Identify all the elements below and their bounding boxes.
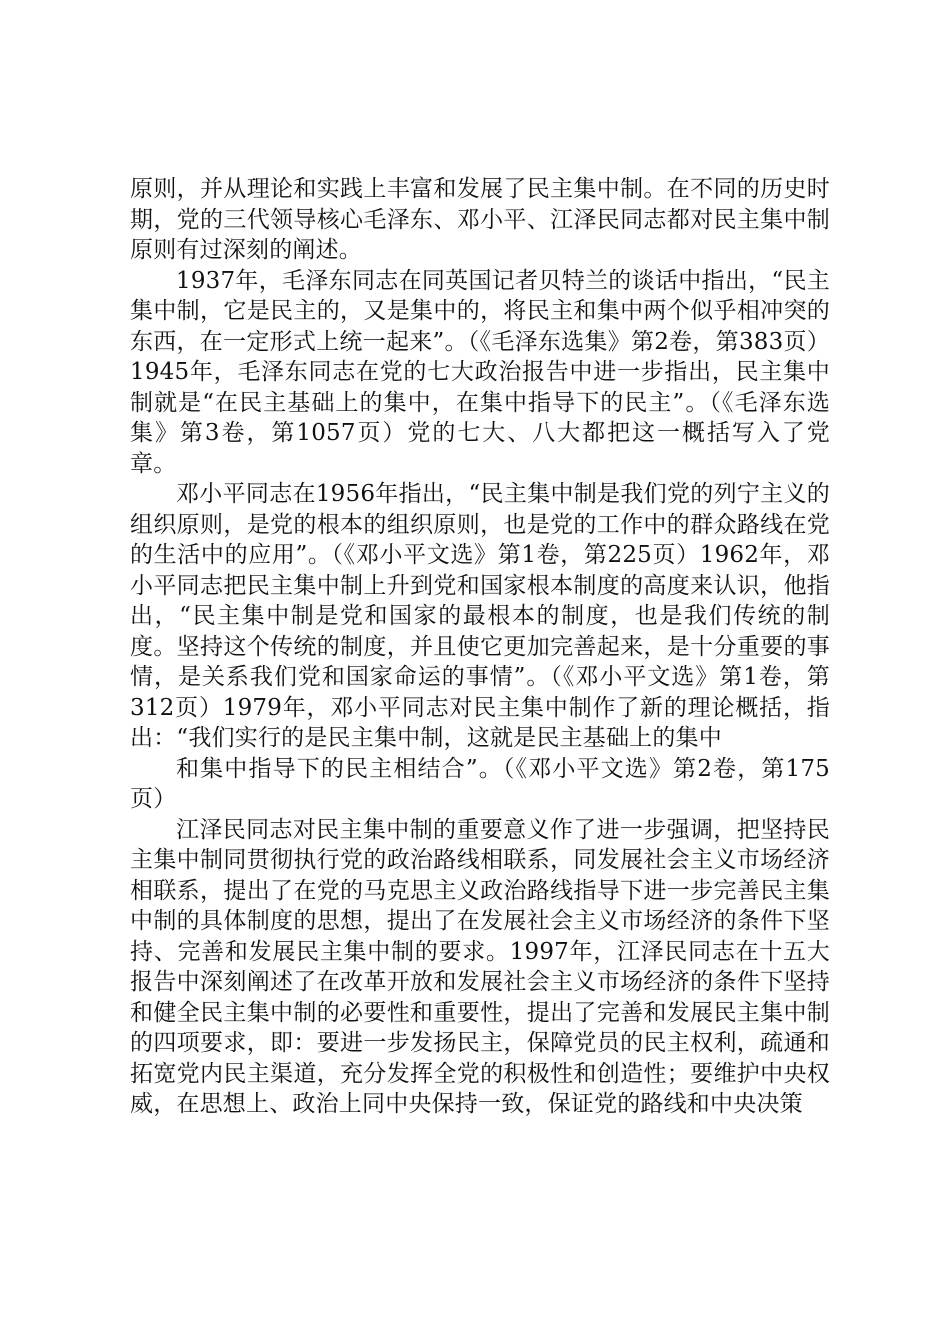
paragraph-4: 和集中指导下的民主相结合”。（《邓小平文选》第2卷，第175页）: [130, 755, 830, 812]
paragraph-2: 1937年，毛泽东同志在同英国记者贝特兰的谈话中指出，“民主集中制，它是民主的，又是集中的，将民主和集中两个似乎相冲突的东西，在一定形式上统一起来”。（《毛泽东选集》第2卷，第383页）1945年，毛泽东同志在党的七大政治报告中进一步指出，民主集中制就是“在民主基础上的集中，在集中指导下的民主”。（《毛泽东选集》第3卷，第1057页）党的七大、八大都把这一概括写入了党章。: [130, 267, 830, 477]
paragraph-5: 江泽民同志对民主集中制的重要意义作了进一步强调，把坚持民主集中制同贯彻执行党的政治路线相联系，同发展社会主义市场经济相联系，提出了在党的马克思主义政治路线指导下进一步完善民主集中制的具体制度的思想，提出了在发展社会主义市场经济的条件下坚持、完善和发展民主集中制的要求。1997年，江泽民同志在十五大报告中深刻阐述了在改革开放和发展社会主义市场经济的条件下坚持和健全民主集中制的必要性和重要性，提出了完善和发展民主集中制的四项要求，即：要进一步发扬民主，保障党员的民主权利，疏通和拓宽党内民主渠道，充分发挥全党的积极性和创造性；要维护中央权威，在思想上、政治上同中央保持一致，保证党的路线和中央决策: [130, 816, 830, 1117]
paragraph-1: 原则，并从理论和实践上丰富和发展了民主集中制。在不同的历史时期，党的三代领导核心毛泽东、邓小平、江泽民同志都对民主集中制原则有过深刻的阐述。: [130, 176, 830, 263]
document-body: [130, 174, 830, 1120]
paragraph-3: 邓小平同志在1956年指出，“民主集中制是我们党的列宁主义的组织原则，是党的根本的组织原则，也是党的工作中的群众路线在党的生活中的应用”。（《邓小平文选》第1卷，第225页）1962年，邓小平同志把民主集中制上升到党和国家根本制度的高度来认识，他指出，“民主集中制是党和国家的最根本的制度，也是我们传统的制度。坚持这个传统的制度，并且使它更加完善起来，是十分重要的事情，是关系我们党和国家命运的事情”。（《邓小平文选》第1卷，第312页）1979年，邓小平同志对民主集中制作了新的理论概括，指出：“我们实行的是民主集中制，这就是民主基础上的集中: [130, 481, 830, 751]
